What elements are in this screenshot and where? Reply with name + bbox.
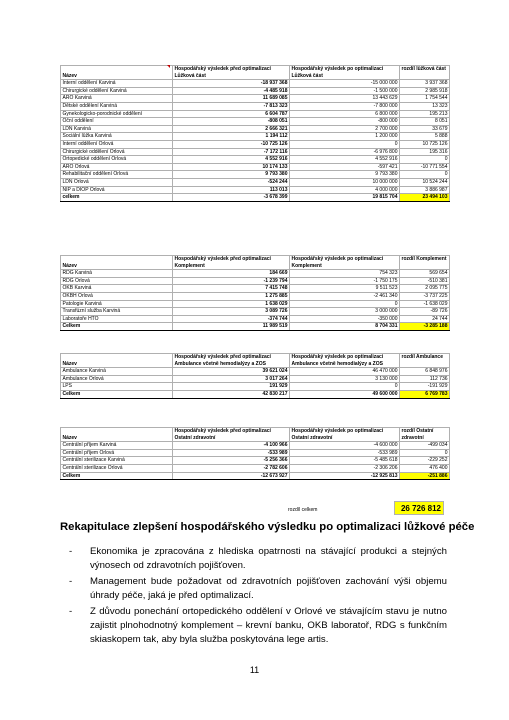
total-before: -3 678 399 — [173, 194, 290, 202]
table-row — [61, 95, 450, 103]
cell-name: OKB Karviná — [61, 285, 173, 293]
total-after: -12 925 813 — [290, 472, 400, 480]
header-name: Název — [61, 428, 173, 442]
table-row — [61, 368, 450, 376]
cell-name: Interní oddělení Karviná — [61, 80, 173, 88]
bullet-list — [69, 545, 447, 649]
table-row — [61, 80, 450, 88]
table-row — [61, 186, 450, 194]
cell-after: 3 130 000 — [290, 375, 400, 383]
table-ambulance — [60, 353, 450, 399]
cell-before: 1 275 885 — [173, 292, 290, 300]
cell-before: 1 194 112 — [173, 133, 290, 141]
bullet-text: Z důvodu ponechání ortopedického oddělení v Orlové ve stávajícím stavu je nutno zajistit plnohodnotný komplement – krevní banku, OKB laboratoř, RDG s funkčním skiaskopem tak, aby byla služba poskytována lege artis. — [90, 605, 447, 646]
cell-diff: 3 937 368 — [400, 80, 450, 88]
cell-after: -2 306 206 — [290, 464, 400, 472]
cell-after: -5 485 618 — [290, 457, 400, 465]
cell-name: ARO Karviná — [61, 95, 173, 103]
header-name: Název — [61, 66, 173, 80]
table-complement — [60, 255, 450, 331]
table-row — [61, 464, 450, 472]
cell-after: 0 — [290, 300, 400, 308]
cell-diff: -229 252 — [400, 457, 450, 465]
list-item — [69, 605, 447, 648]
cell-diff: 476 400 — [400, 464, 450, 472]
total-label: Celkem — [61, 323, 173, 331]
total-label: celkem — [61, 194, 173, 202]
cell-after: 0 — [290, 383, 400, 391]
table-row — [61, 442, 450, 450]
cell-after: -4 600 000 — [290, 442, 400, 450]
list-item — [69, 545, 447, 574]
cell-before: 39 621 024 — [173, 368, 290, 376]
cell-name: LPS — [61, 383, 173, 391]
table-row — [61, 300, 450, 308]
cell-after: 4 552 916 — [290, 156, 400, 164]
header-before: Hospodářský výsledek před optimalizací Ostatní zdravotní — [173, 428, 290, 442]
cell-after: 1 200 000 — [290, 133, 400, 141]
header-name: Název — [61, 354, 173, 368]
cell-name: Transfúzní služba Karviná — [61, 308, 173, 316]
total-after: 49 600 000 — [290, 390, 400, 398]
cell-name: Chirurgické oddělení Orlová — [61, 148, 173, 156]
header-diff: rozdíl Ambulance — [400, 354, 450, 368]
total-diff: -3 285 188 — [400, 323, 450, 331]
cell-before: -5 256 366 — [173, 457, 290, 465]
total-diff: 23 494 103 — [400, 194, 450, 202]
cell-after: 9 793 380 — [290, 171, 400, 179]
cell-name: RDG Orlová — [61, 277, 173, 285]
cell-name: ARO Orlová — [61, 163, 173, 171]
cell-before: 9 793 380 — [173, 171, 290, 179]
table-inpatient — [60, 65, 450, 202]
cell-diff: 0 — [400, 156, 450, 164]
cell-name: NIP a DIOP Orlová — [61, 186, 173, 194]
table-row — [61, 375, 450, 383]
total-after: 8 704 331 — [290, 323, 400, 331]
cell-diff: -10 771 554 — [400, 163, 450, 171]
cell-diff: 6 848 976 — [400, 368, 450, 376]
cell-name: RDG Karviná — [61, 270, 173, 278]
total-before: 11 989 519 — [173, 323, 290, 331]
header-after: Hospodářský výsledek po optimalizaci Komplement — [290, 256, 400, 270]
cell-after: 754 323 — [290, 270, 400, 278]
table-row — [61, 140, 450, 148]
cell-name: LDN Orlová — [61, 178, 173, 186]
cell-before: -808 051 — [173, 118, 290, 126]
cell-before: -7 813 323 — [173, 102, 290, 110]
table-header-row — [61, 256, 450, 270]
table-row — [61, 163, 450, 171]
table-header-row — [61, 354, 450, 368]
cell-diff: 2 095 775 — [400, 285, 450, 293]
header-before: Hospodářský výsledek před optimalizací Lůžková část — [173, 66, 290, 80]
cell-diff: 2 985 918 — [400, 87, 450, 95]
cell-name: LDN Karviná — [61, 125, 173, 133]
table-row — [61, 315, 450, 323]
cell-name: Ambulance Karviná — [61, 368, 173, 376]
cell-after: -1 500 000 — [290, 87, 400, 95]
cell-name: Laboratoře HTO — [61, 315, 173, 323]
cell-name: Sociální lůžka Karviná — [61, 133, 173, 141]
cell-before: 2 666 321 — [173, 125, 290, 133]
table-row — [61, 133, 450, 141]
cell-diff: 5 888 — [400, 133, 450, 141]
grand-total-label: rozdíl celkem — [288, 507, 318, 513]
table-total-row — [61, 390, 450, 398]
cell-after: 0 — [290, 140, 400, 148]
cell-name: Interní oddělení Orlová — [61, 140, 173, 148]
cell-before: -10 725 126 — [173, 140, 290, 148]
cell-before: -533 989 — [173, 449, 290, 457]
header-before: Hospodářský výsledek před optimalizací Ambulance včetně hemodialýzy a ZOS — [173, 354, 290, 368]
cell-diff: 24 744 — [400, 315, 450, 323]
page-number: 11 — [249, 665, 260, 675]
cell-after: 10 000 000 — [290, 178, 400, 186]
table-other-medical — [60, 427, 450, 480]
cell-before: -524 244 — [173, 178, 290, 186]
cell-before: -4 485 918 — [173, 87, 290, 95]
cell-diff: 13 323 — [400, 102, 450, 110]
cell-after: 6 800 000 — [290, 110, 400, 118]
cell-name: Chirurgické oddělení Karviná — [61, 87, 173, 95]
cell-after: -597 421 — [290, 163, 400, 171]
table-row — [61, 270, 450, 278]
cell-diff: 8 051 — [400, 118, 450, 126]
cell-diff: 0 — [400, 449, 450, 457]
table-row — [61, 87, 450, 95]
bullet-text: Ekonomika je zpracována z hlediska opatrnosti na stávající produkci a stejných výnosech od zdravotních pojišťoven. — [90, 546, 447, 572]
total-after: 19 815 704 — [290, 194, 400, 202]
cell-before: 6 604 787 — [173, 110, 290, 118]
table-header-row — [61, 66, 450, 80]
cell-after: -15 000 000 — [290, 80, 400, 88]
cell-diff: -191 929 — [400, 383, 450, 391]
cell-after: -350 000 — [290, 315, 400, 323]
table-row — [61, 118, 450, 126]
cell-name: Ambulance Orlová — [61, 375, 173, 383]
table-row — [61, 102, 450, 110]
cell-diff: 1 754 544 — [400, 95, 450, 103]
cell-before: -374 744 — [173, 315, 290, 323]
bullet-text: Management bude požadovat od zdravotních pojišťoven zachování výši objemu úhrady péče, jaká je před optimalizací. — [90, 575, 447, 602]
header-diff: rozdíl lůžková část — [400, 66, 450, 80]
cell-diff: -499 034 — [400, 442, 450, 450]
table-header-row — [61, 428, 450, 442]
cell-before: 184 669 — [173, 270, 290, 278]
header-name: Název — [61, 256, 173, 270]
header-after: Hospodářský výsledek po optimalizaci Ambulance včetně hemodialýzy a ZOS — [290, 354, 400, 368]
cell-after: -2 461 340 — [290, 292, 400, 300]
table-row — [61, 449, 450, 457]
cell-before: 113 013 — [173, 186, 290, 194]
table-row — [61, 292, 450, 300]
cell-diff: -89 726 — [400, 308, 450, 316]
total-before: -12 673 927 — [173, 472, 290, 480]
cell-before: -4 100 966 — [173, 442, 290, 450]
cell-before: -1 239 794 — [173, 277, 290, 285]
header-after: Hospodářský výsledek po optimalizaci Ostatní zdravotní — [290, 428, 400, 442]
cell-before: -18 937 368 — [173, 80, 290, 88]
cell-name: OKBH Orlová — [61, 292, 173, 300]
comment-marker-icon — [167, 65, 170, 68]
section-heading: Rekapitulace zlepšení hospodářského výsledku po optimalizaci lůžkové péče — [60, 521, 475, 533]
cell-after: -533 989 — [290, 449, 400, 457]
cell-name: Centrální příjem Karviná — [61, 442, 173, 450]
cell-diff: 10 725 126 — [400, 140, 450, 148]
table-row — [61, 156, 450, 164]
table-row — [61, 178, 450, 186]
cell-after: -6 976 800 — [290, 148, 400, 156]
cell-name: Centrální sterilizace Orlová — [61, 464, 173, 472]
cell-name: Ortopedické oddělení Orlová — [61, 156, 173, 164]
grand-total-value: 26 726 812 — [394, 501, 444, 515]
cell-diff: 195 316 — [400, 148, 450, 156]
cell-after: 9 511 523 — [290, 285, 400, 293]
header-before: Hospodářský výsledek před optimalizací Komplement — [173, 256, 290, 270]
table-row — [61, 285, 450, 293]
cell-after: -7 800 000 — [290, 102, 400, 110]
cell-before: 4 552 916 — [173, 156, 290, 164]
header-after: Hospodářský výsledek po optimalizaci Lůžková část — [290, 66, 400, 80]
cell-before: 1 638 029 — [173, 300, 290, 308]
cell-after: 46 470 000 — [290, 368, 400, 376]
total-diff: 6 769 783 — [400, 390, 450, 398]
cell-before: 11 689 085 — [173, 95, 290, 103]
bullet-marker: - — [69, 575, 73, 587]
table-row — [61, 277, 450, 285]
table-row — [61, 308, 450, 316]
cell-diff: -510 381 — [400, 277, 450, 285]
bullet-marker: - — [69, 546, 73, 557]
cell-diff: -3 737 225 — [400, 292, 450, 300]
cell-name: Patologie Karviná — [61, 300, 173, 308]
table-row — [61, 171, 450, 179]
cell-after: -800 000 — [290, 118, 400, 126]
cell-name: Dětské oddělení Karviná — [61, 102, 173, 110]
cell-diff: 195 213 — [400, 110, 450, 118]
cell-diff: 0 — [400, 171, 450, 179]
table-row — [61, 383, 450, 391]
cell-name: Centrální sterilizace Karviná — [61, 457, 173, 465]
cell-name: Gynekologicko-porodnické oddělení — [61, 110, 173, 118]
cell-after: 13 443 629 — [290, 95, 400, 103]
bullet-marker: - — [69, 605, 73, 617]
cell-before: 3 089 726 — [173, 308, 290, 316]
table-row — [61, 457, 450, 465]
cell-diff: 3 886 987 — [400, 186, 450, 194]
table-total-row — [61, 323, 450, 331]
table-row — [61, 125, 450, 133]
cell-name: Rehabilitační oddělení Orlová — [61, 171, 173, 179]
table-total-row — [61, 194, 450, 202]
header-diff: rozdíl Komplement — [400, 256, 450, 270]
cell-before: 191 929 — [173, 383, 290, 391]
cell-diff: 33 679 — [400, 125, 450, 133]
cell-diff: 112 736 — [400, 375, 450, 383]
cell-after: 4 000 000 — [290, 186, 400, 194]
cell-diff: 569 654 — [400, 270, 450, 278]
total-before: 42 830 217 — [173, 390, 290, 398]
cell-diff: 10 524 244 — [400, 178, 450, 186]
cell-before: 7 415 748 — [173, 285, 290, 293]
cell-before: 3 017 264 — [173, 375, 290, 383]
total-label: Celkem — [61, 390, 173, 398]
cell-name: Centrální příjem Orlová — [61, 449, 173, 457]
cell-after: 3 000 000 — [290, 308, 400, 316]
total-label: Celkem — [61, 472, 173, 480]
cell-name: Oční oddělení — [61, 118, 173, 126]
cell-after: 2 700 000 — [290, 125, 400, 133]
cell-before: -7 172 116 — [173, 148, 290, 156]
cell-after: -1 750 175 — [290, 277, 400, 285]
table-total-row — [61, 472, 450, 480]
cell-before: -2 782 606 — [173, 464, 290, 472]
total-diff: -251 886 — [400, 472, 450, 480]
table-row — [61, 110, 450, 118]
cell-before: 10 174 133 — [173, 163, 290, 171]
header-diff: rozdíl Ostatní zdravotní — [400, 428, 450, 442]
cell-diff: -1 638 029 — [400, 300, 450, 308]
table-row — [61, 148, 450, 156]
list-item — [69, 575, 447, 604]
